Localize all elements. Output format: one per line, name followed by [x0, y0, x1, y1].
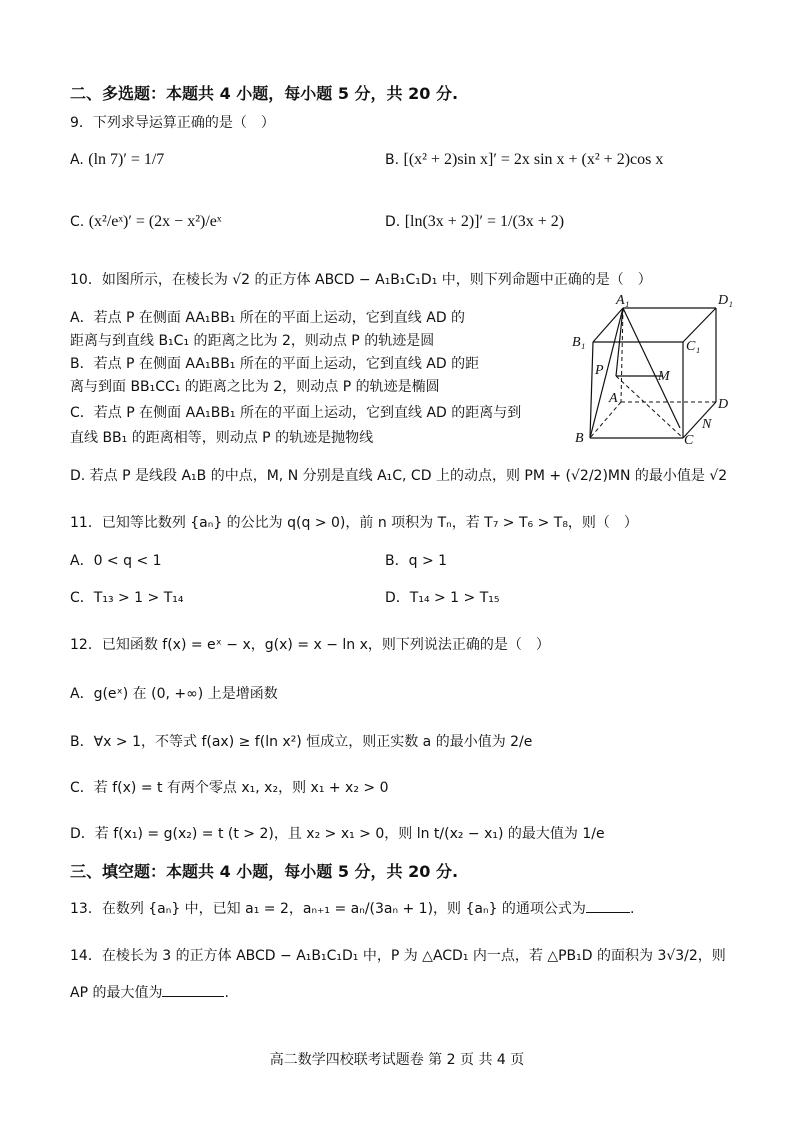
- q12-option-b: B．∀x > 1，不等式 f(ax) ≥ f(ln x²) 恒成立，则正实数 a 的最小值为 2/e: [70, 734, 533, 750]
- q10-a-line1: A．若点 P 在侧面 AA₁BB₁ 所在的平面上运动，它到直线 AD 的: [70, 310, 466, 326]
- q9-option-d: [385, 212, 564, 232]
- cube-figure: [568, 290, 738, 450]
- q9-option-c: [70, 212, 221, 232]
- q13-end: .: [629, 901, 635, 917]
- label-D1: D₁: [718, 293, 733, 308]
- q9-c-expr: (x²/eˣ)′ = (2x − x²)/eˣ: [88, 213, 222, 230]
- label-N: N: [702, 417, 712, 432]
- q9-b-expr: [(x² + 2)sin x]′ = 2x sin x + (x² + 2)cos x: [403, 151, 664, 168]
- q13-line: [70, 898, 634, 919]
- label-M: M: [658, 369, 670, 384]
- label-D: D: [718, 397, 729, 412]
- q11-option-c: C．T₁₃ > 1 > T₁₄: [70, 590, 184, 606]
- q9-d-expr: [ln(3x + 2)]′ = 1/(3x + 2): [404, 213, 565, 230]
- q11-option-b: B．q > 1: [385, 553, 448, 569]
- q10-c-line2: 直线 BB₁ 的距离相等，则动点 P 的轨迹是抛物线: [70, 430, 374, 446]
- label-B: B: [575, 431, 584, 446]
- q14-end: .: [224, 985, 229, 1001]
- q14-answer-blank[interactable]: [162, 982, 224, 997]
- q9-b-label: B.: [385, 152, 400, 168]
- q12-option-d: D．若 f(x₁) = g(x₂) = t (t > 2)，且 x₂ > x₁ > 0，则 ln t/(x₂ − x₁) 的最大值为 1/e: [70, 826, 605, 842]
- section2-heading: 二、多选题：本题共 4 小题，每小题 5 分，共 20 分.: [70, 84, 459, 103]
- section3-heading: 三、填空题：本题共 4 小题，每小题 5 分，共 20 分.: [70, 862, 459, 881]
- q14-line1: 14．在棱长为 3 的正方体 ABCD − A₁B₁C₁D₁ 中，P 为 △ACD₁ 内一点，若 △PB₁D 的面积为 3√3/2，则: [70, 948, 726, 964]
- q10-a-line2: 距离与到直线 B₁C₁ 的距离之比为 2，则动点 P 的轨迹是圆: [70, 333, 435, 349]
- q12-option-a: A．g(eˣ) 在 (0, +∞) 上是增函数: [70, 686, 278, 702]
- q10-stem: 10．如图所示，在棱长为 √2 的正方体 ABCD − A₁B₁C₁D₁ 中，则下列命题中正确的是（ ）: [70, 272, 652, 288]
- q12-option-c: C．若 f(x) = t 有两个零点 x₁, x₂，则 x₁ + x₂ > 0: [70, 780, 389, 796]
- label-B1: B₁: [572, 335, 586, 350]
- q11-option-d: D．T₁₄ > 1 > T₁₅: [385, 590, 500, 606]
- q12-stem: 12．已知函数 f(x) = eˣ − x，g(x) = x − ln x，则下列说法正确的是（ ）: [70, 637, 550, 653]
- label-A1: A₁: [616, 293, 630, 308]
- q9-option-a: [70, 150, 164, 170]
- label-P: P: [595, 363, 604, 378]
- label-C1: C₁: [686, 339, 701, 354]
- q9-c-label: C.: [70, 214, 85, 230]
- q10-d-line: D. 若点 P 是线段 A₁B 的中点，M, N 分别是直线 A₁C, CD 上的动点，则 PM + (√2/2)MN 的最小值是 √2: [70, 468, 728, 484]
- q11-option-a: A．0 < q < 1: [70, 553, 162, 569]
- q13-stem: 13．在数列 {aₙ} 中，已知 a₁ = 2，aₙ₊₁ = aₙ/(3aₙ + 1)，则 {aₙ} 的通项公式为: [70, 901, 586, 917]
- q10-c-line1: C．若点 P 在侧面 AA₁BB₁ 所在的平面上运动，它到直线 AD 的距离与到: [70, 405, 522, 421]
- q11-stem: 11．已知等比数列 {aₙ} 的公比为 q(q > 0)，前 n 项积为 Tₙ，若 T₇ > T₆ > T₈，则（ ）: [70, 515, 638, 531]
- q9-option-b: [385, 150, 663, 170]
- q9-a-expr: (ln 7)′ = 1/7: [88, 151, 165, 168]
- q10-b-line1: B．若点 P 在侧面 AA₁BB₁ 所在的平面上运动，它到直线 AD 的距: [70, 356, 480, 372]
- q14-line2-text: AP 的最大值为: [70, 985, 163, 1001]
- page-footer: 高二数学四校联考试题卷 第 2 页 共 4 页: [269, 1052, 525, 1068]
- label-C: C: [684, 433, 694, 448]
- q9-d-label: D.: [385, 214, 401, 230]
- q9-a-label: A.: [70, 152, 84, 168]
- q10-b-line2: 离与到面 BB₁CC₁ 的距离之比为 2，则动点 P 的轨迹是椭圆: [70, 379, 440, 395]
- q13-answer-blank[interactable]: [586, 898, 630, 913]
- q9-stem: 9．下列求导运算正确的是（ ）: [70, 115, 275, 131]
- q14-line2: [70, 982, 229, 1003]
- label-A: A: [609, 391, 618, 406]
